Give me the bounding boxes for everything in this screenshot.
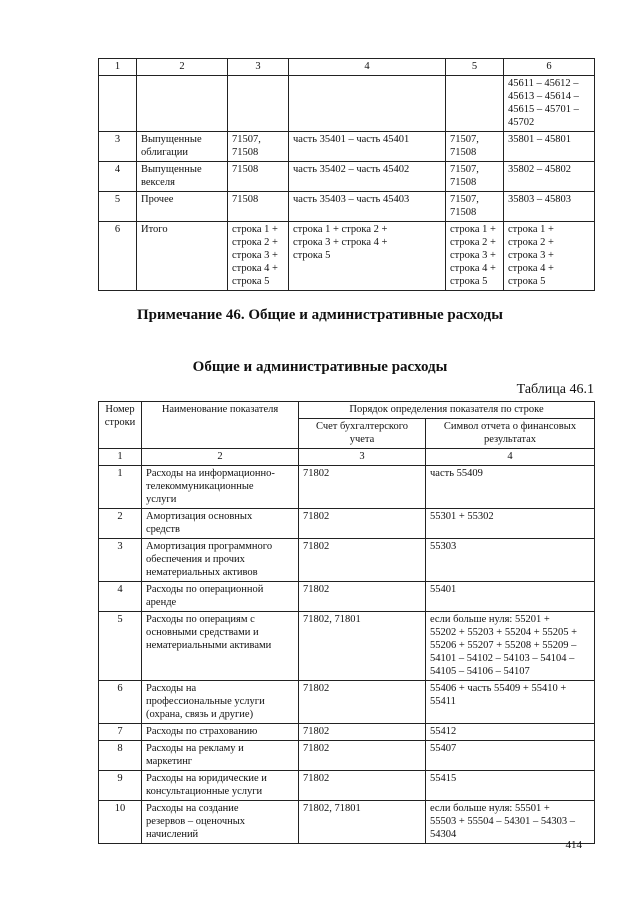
main-table-body [99, 402, 595, 844]
top-header-cell: 4 [289, 59, 446, 76]
table-cell: строка 1 + строка 2 + строка 3 + строка 4 + строка 5 [289, 222, 446, 291]
table-cell: Прочее [137, 192, 228, 222]
table-cell: Амортизация программного обеспечения и прочих нематериальных активов [142, 539, 299, 582]
column-number-cell: 4 [426, 449, 595, 466]
table-cell: Выпущенные облигации [137, 132, 228, 162]
table-row [99, 724, 595, 741]
table-row [99, 509, 595, 539]
table-cell: Расходы на создание резервов – оценочных начислений [142, 801, 299, 844]
table-cell: Итого [137, 222, 228, 291]
table-cell: 55301 + 55302 [426, 509, 595, 539]
table-row [99, 162, 595, 192]
table-row [99, 771, 595, 801]
table-cell: 71802 [299, 681, 426, 724]
table-cell: 35802 – 45802 [504, 162, 595, 192]
table-cell: 71802 [299, 509, 426, 539]
table-row [99, 466, 595, 509]
table-cell: 71802 [299, 724, 426, 741]
table-cell: 55415 [426, 771, 595, 801]
table-cell: 4 [99, 582, 142, 612]
table-cell: 71507, 71508 [446, 162, 504, 192]
table-row [99, 582, 595, 612]
table-cell: 55412 [426, 724, 595, 741]
table-cell: 4 [99, 162, 137, 192]
table-cell: 35801 – 45801 [504, 132, 595, 162]
table-cell [137, 76, 228, 132]
table-cell: 71508 [228, 162, 289, 192]
top-table-header-row [99, 59, 595, 76]
table-cell: 71802 [299, 539, 426, 582]
table-cell: 71802 [299, 741, 426, 771]
table-cell: 3 [99, 132, 137, 162]
page-number: 414 [565, 839, 582, 851]
top-header-cell: 6 [504, 59, 595, 76]
table-cell: 6 [99, 681, 142, 724]
table-cell: 5 [99, 612, 142, 681]
header-procedure: Порядок определения показателя по строке [299, 402, 595, 419]
table-cell: 8 [99, 741, 142, 771]
table-cell: 55401 [426, 582, 595, 612]
table-cell: если больше нуля: 55501 + 55503 + 55504 – 54301 – 54303 – 54304 [426, 801, 595, 844]
table-cell: 45611 – 45612 – 45613 – 45614 – 45615 – 45701 – 45702 [504, 76, 595, 132]
table-cell: 6 [99, 222, 137, 291]
table-cell: Выпущенные векселя [137, 162, 228, 192]
table-cell: часть 35402 – часть 45402 [289, 162, 446, 192]
table-cell: 71508 [228, 192, 289, 222]
table-row [99, 539, 595, 582]
table-row [99, 76, 595, 132]
table-cell: Расходы на информационно- телекоммуникационные услуги [142, 466, 299, 509]
header-report-symbol: Символ отчета о финансовых результатах [426, 419, 595, 449]
table-cell: 71507, 71508 [446, 192, 504, 222]
table-cell: Расходы на юридические и консультационные услуги [142, 771, 299, 801]
table-cell: строка 1 + строка 2 + строка 3 + строка 4 + строка 5 [228, 222, 289, 291]
header-row-number: Номер строки [99, 402, 142, 449]
top-table-body [99, 59, 595, 291]
table-cell: Расходы по страхованию [142, 724, 299, 741]
main-column-numbers-row [99, 449, 595, 466]
table-cell: строка 1 + строка 2 + строка 3 + строка 4 + строка 5 [446, 222, 504, 291]
table-row [99, 801, 595, 844]
table-cell: 3 [99, 539, 142, 582]
table-row [99, 192, 595, 222]
note-heading: Примечание 46. Общие и административные расходы [137, 307, 503, 323]
main-header-row [99, 402, 595, 419]
table-cell: 71802, 71801 [299, 612, 426, 681]
top-header-cell: 1 [99, 59, 137, 76]
table-cell: 10 [99, 801, 142, 844]
table-cell: 2 [99, 509, 142, 539]
table-caption: Таблица 46.1 [516, 382, 594, 397]
section-title: Общие и административные расходы [192, 359, 448, 375]
table-cell: 71507, 71508 [446, 132, 504, 162]
table-cell: 35803 – 45803 [504, 192, 595, 222]
table-cell: Расходы по операционной аренде [142, 582, 299, 612]
column-number-cell: 3 [299, 449, 426, 466]
table-cell: строка 1 + строка 2 + строка 3 + строка 4 + строка 5 [504, 222, 595, 291]
header-indicator-name: Наименование показателя [142, 402, 299, 449]
table-cell: 7 [99, 724, 142, 741]
table-cell: 1 [99, 466, 142, 509]
top-header-cell: 5 [446, 59, 504, 76]
table-cell [446, 76, 504, 132]
table-cell: 55303 [426, 539, 595, 582]
table-cell: Амортизация основных средств [142, 509, 299, 539]
column-number-cell: 2 [142, 449, 299, 466]
table-row [99, 681, 595, 724]
table-cell: 9 [99, 771, 142, 801]
table-cell: часть 55409 [426, 466, 595, 509]
top-header-cell: 3 [228, 59, 289, 76]
table-cell [228, 76, 289, 132]
table-cell: Расходы на рекламу и маркетинг [142, 741, 299, 771]
table-cell: 55407 [426, 741, 595, 771]
table-cell: часть 35401 – часть 45401 [289, 132, 446, 162]
table-cell [99, 76, 137, 132]
table-cell: Расходы по операциям с основными средствами и нематериальными активами [142, 612, 299, 681]
column-number-cell: 1 [99, 449, 142, 466]
table-row [99, 132, 595, 162]
table-cell: 71802 [299, 582, 426, 612]
table-cell: 71802 [299, 466, 426, 509]
table-cell: 5 [99, 192, 137, 222]
top-header-cell: 2 [137, 59, 228, 76]
table-cell: 71802 [299, 771, 426, 801]
table-row [99, 222, 595, 291]
table-cell: 71802, 71801 [299, 801, 426, 844]
table-cell [289, 76, 446, 132]
main-table [98, 401, 595, 844]
table-cell: часть 35403 – часть 45403 [289, 192, 446, 222]
table-row [99, 612, 595, 681]
table-row [99, 741, 595, 771]
header-account: Счет бухгалтерского учета [299, 419, 426, 449]
table-cell: Расходы на профессиональные услуги (охрана, связь и другие) [142, 681, 299, 724]
table-cell: если больше нуля: 55201 + 55202 + 55203 + 55204 + 55205 + 55206 + 55207 + 55208 + 55209 – 54101 – 54102 – 54103 – 54104 – 54105 – 54106 – 54107 [426, 612, 595, 681]
table-cell: 71507, 71508 [228, 132, 289, 162]
top-table [98, 58, 595, 291]
table-cell: 55406 + часть 55409 + 55410 + 55411 [426, 681, 595, 724]
